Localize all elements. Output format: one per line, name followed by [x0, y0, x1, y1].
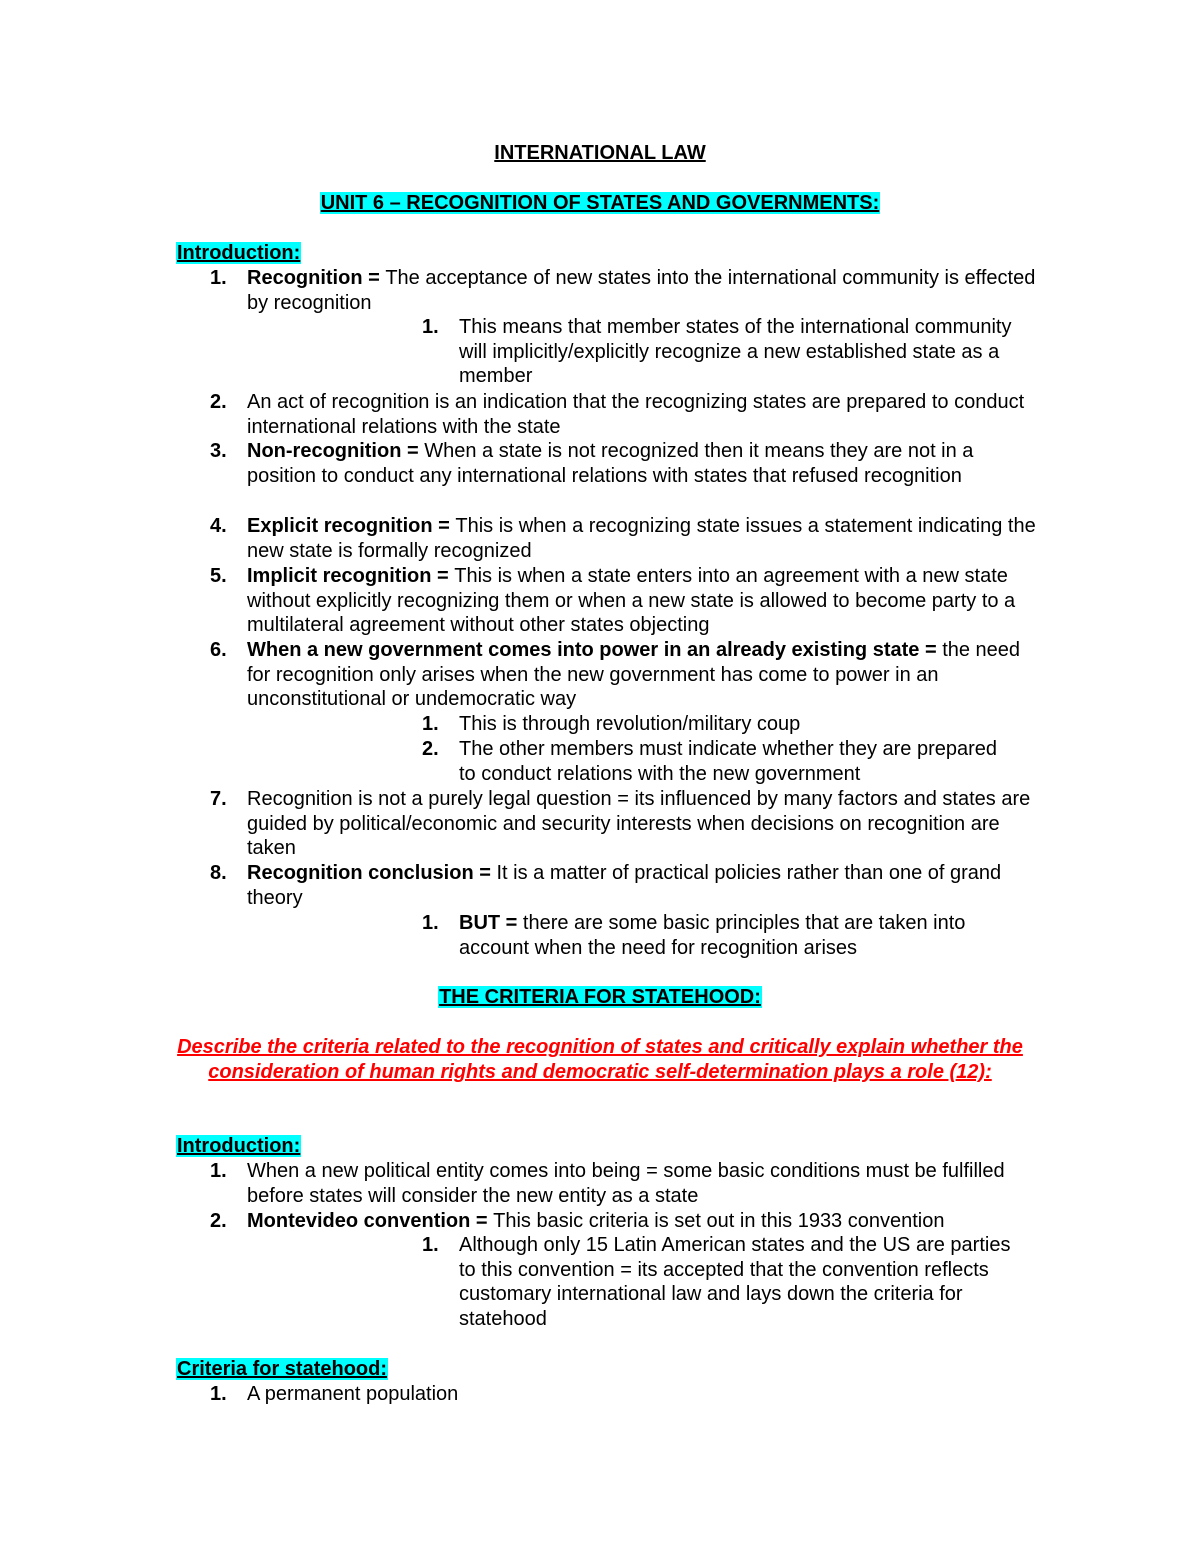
list-item: 2. The other members must indicate whether they are prepared to conduct relations with the new government [422, 738, 998, 785]
list-item: 5. Implicit recognition = This is when a state enters into an agreement with a new state without explicitly recognizing them or when a new state is allowed to become party to a multilateral agreement without other states objecting [210, 565, 1016, 637]
list-item: 6. When a new government comes into power in an already existing state = the need for recognition only arises when the new government has come to power in an unconstitutional or undemocratic way [210, 639, 1021, 711]
list-item: 7. Recognition is not a purely legal question = its influenced by many factors and states are guided by political/economic and security interests when decisions on recognition are taken [210, 788, 1031, 860]
list-item: 4. Explicit recognition = This is when a recognizing state issues a statement indicating the new state is formally recognized [210, 515, 1036, 562]
list-item: 1. This is through revolution/military coup [422, 713, 801, 735]
unit-title-text: UNIT 6 – RECOGNITION OF STATES AND GOVERNMENTS: [320, 192, 880, 214]
list-item: 2. Montevideo convention = This basic criteria is set out in this 1933 convention [210, 1210, 945, 1232]
list-item: 1. When a new political entity comes into being = some basic conditions must be fulfilled before states will consider the new entity as a state [210, 1160, 1005, 1207]
document-title: INTERNATIONAL LAW [494, 142, 706, 164]
list-item: 1. Recognition = The acceptance of new states into the international community is effected by recognition [210, 267, 1036, 314]
section-heading-introduction-2: Introduction: [177, 1135, 301, 1157]
section-heading-introduction: Introduction: [177, 242, 301, 264]
criteria-title: THE CRITERIA FOR STATEHOOD: [439, 986, 761, 1008]
list-item: 3. Non-recognition = When a state is not recognized then it means they are not in a position to conduct any international relations with states that refused recognition [210, 440, 974, 487]
list-item: 2. An act of recognition is an indication that the recognizing states are prepared to conduct international relations with the state [210, 391, 1025, 438]
list-item: 1. Although only 15 Latin American states and the US are parties to this convention = its accepted that the convention reflects customary international law and lays down the criteria for statehood [422, 1234, 1011, 1331]
list-item: 1. This means that member states of the international community will implicitly/explicitly recognize a new established state as a member [422, 316, 1012, 388]
section-heading-criteria: Criteria for statehood: [177, 1358, 388, 1380]
list-item: 1. BUT = there are some basic principles that are taken into account when the need for recognition arises [422, 912, 966, 959]
list-item: 1. A permanent population [210, 1383, 459, 1405]
list-item: 8. Recognition conclusion = It is a matter of practical policies rather than one of grand theory [210, 862, 1002, 909]
unit-title [0, 191, 1200, 216]
exam-question: Describe the criteria related to the recognition of states and critically explain whether the consideration of human rights and democratic self-determination plays a role (12): [177, 1036, 1023, 1083]
